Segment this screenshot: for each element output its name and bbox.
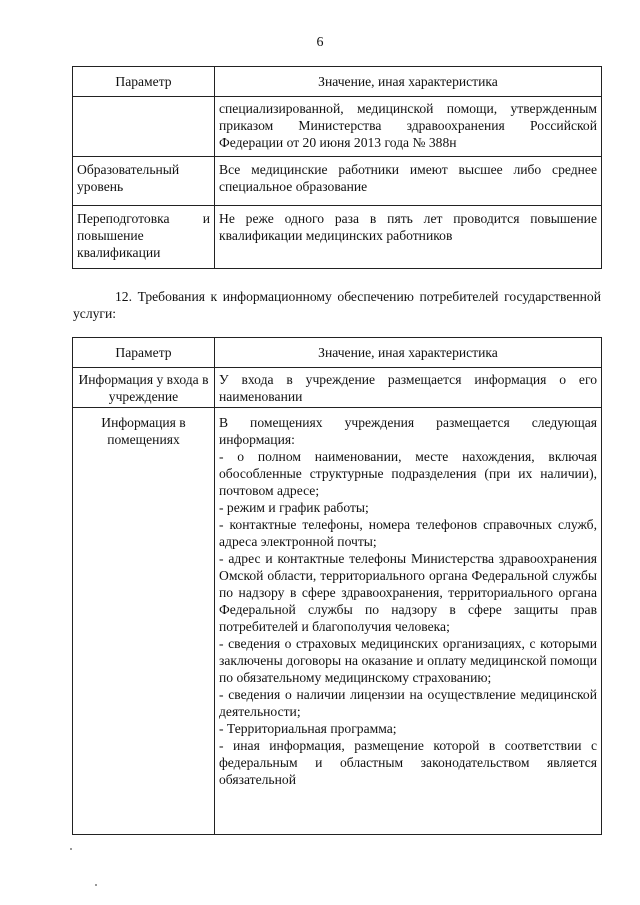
table-row [73, 368, 602, 408]
row-parameter: Образовательный уровень [73, 157, 215, 206]
info-list-item: - сведения о наличии лицензии на осуществление медицинской деятельности; [219, 687, 597, 719]
row-parameter [73, 97, 215, 157]
row-parameter: Информация в помещениях [73, 408, 215, 835]
info-list-item: - Территориальная программа; [219, 721, 397, 736]
table-row [73, 408, 602, 835]
row-value: У входа в учреждение размещается информация о его наименовании [215, 368, 602, 408]
row-parameter: Информация у входа в учреждение [73, 368, 215, 408]
table-row [73, 157, 602, 206]
info-list-item: - адрес и контактные телефоны Министерства здравоохранения Омской области, территориального органа Федеральной службы по надзору в сфере здравоохранения, территориального органа Федеральной службы по надзору в сфере защиты прав потребителей и благополучия человека; [219, 551, 597, 634]
info-list-item: - о полном наименовании, месте нахождения, включая обособленные структурные подразделения (при их наличии), почтовом адресе; [219, 449, 597, 498]
scan-speck [70, 848, 72, 850]
table-header-row [73, 338, 602, 368]
row-value: специализированной, медицинской помощи, утвержденным приказом Министерства здравоохранения Российской Федерации от 20 июня 2013 года № 388н [215, 97, 602, 157]
row-value: Не реже одного раза в пять лет проводится повышение квалификации медицинских работников [215, 206, 602, 269]
header-parameter: Параметр [73, 338, 215, 368]
row-value: Все медицинские работники имеют высшее либо среднее специальное образование [215, 157, 602, 206]
table-row [73, 206, 602, 269]
parameters-table-continued [72, 66, 602, 269]
info-list-item: - режим и график работы; [219, 500, 369, 515]
table-header-row [73, 67, 602, 97]
table-row [73, 97, 602, 157]
row-parameter: Переподготовка и повышение квалификации [73, 206, 215, 269]
header-value: Значение, иная характеристика [215, 338, 602, 368]
info-intro: В помещениях учреждения размещается следующая информация: [219, 415, 597, 447]
info-list-item: - контактные телефоны, номера телефонов справочных служб, адреса электронной почты; [219, 517, 597, 549]
scan-speck [95, 884, 97, 886]
info-list-item: - иная информация, размещение которой в соответствии с федеральным и областным законодательством является обязательной [219, 738, 597, 787]
info-list-item: - сведения о страховых медицинских организациях, с которыми заключены договоры на оказание и оплату медицинской помощи по обязательному медицинскому страхованию; [219, 636, 597, 685]
row-value [215, 408, 602, 835]
information-requirements-table [72, 337, 602, 835]
header-value: Значение, иная характеристика [215, 67, 602, 97]
header-parameter: Параметр [73, 67, 215, 97]
section-12-paragraph: 12. Требования к информационному обеспечению потребителей государственной услуги: [73, 289, 601, 321]
page-number: 6 [316, 35, 324, 50]
